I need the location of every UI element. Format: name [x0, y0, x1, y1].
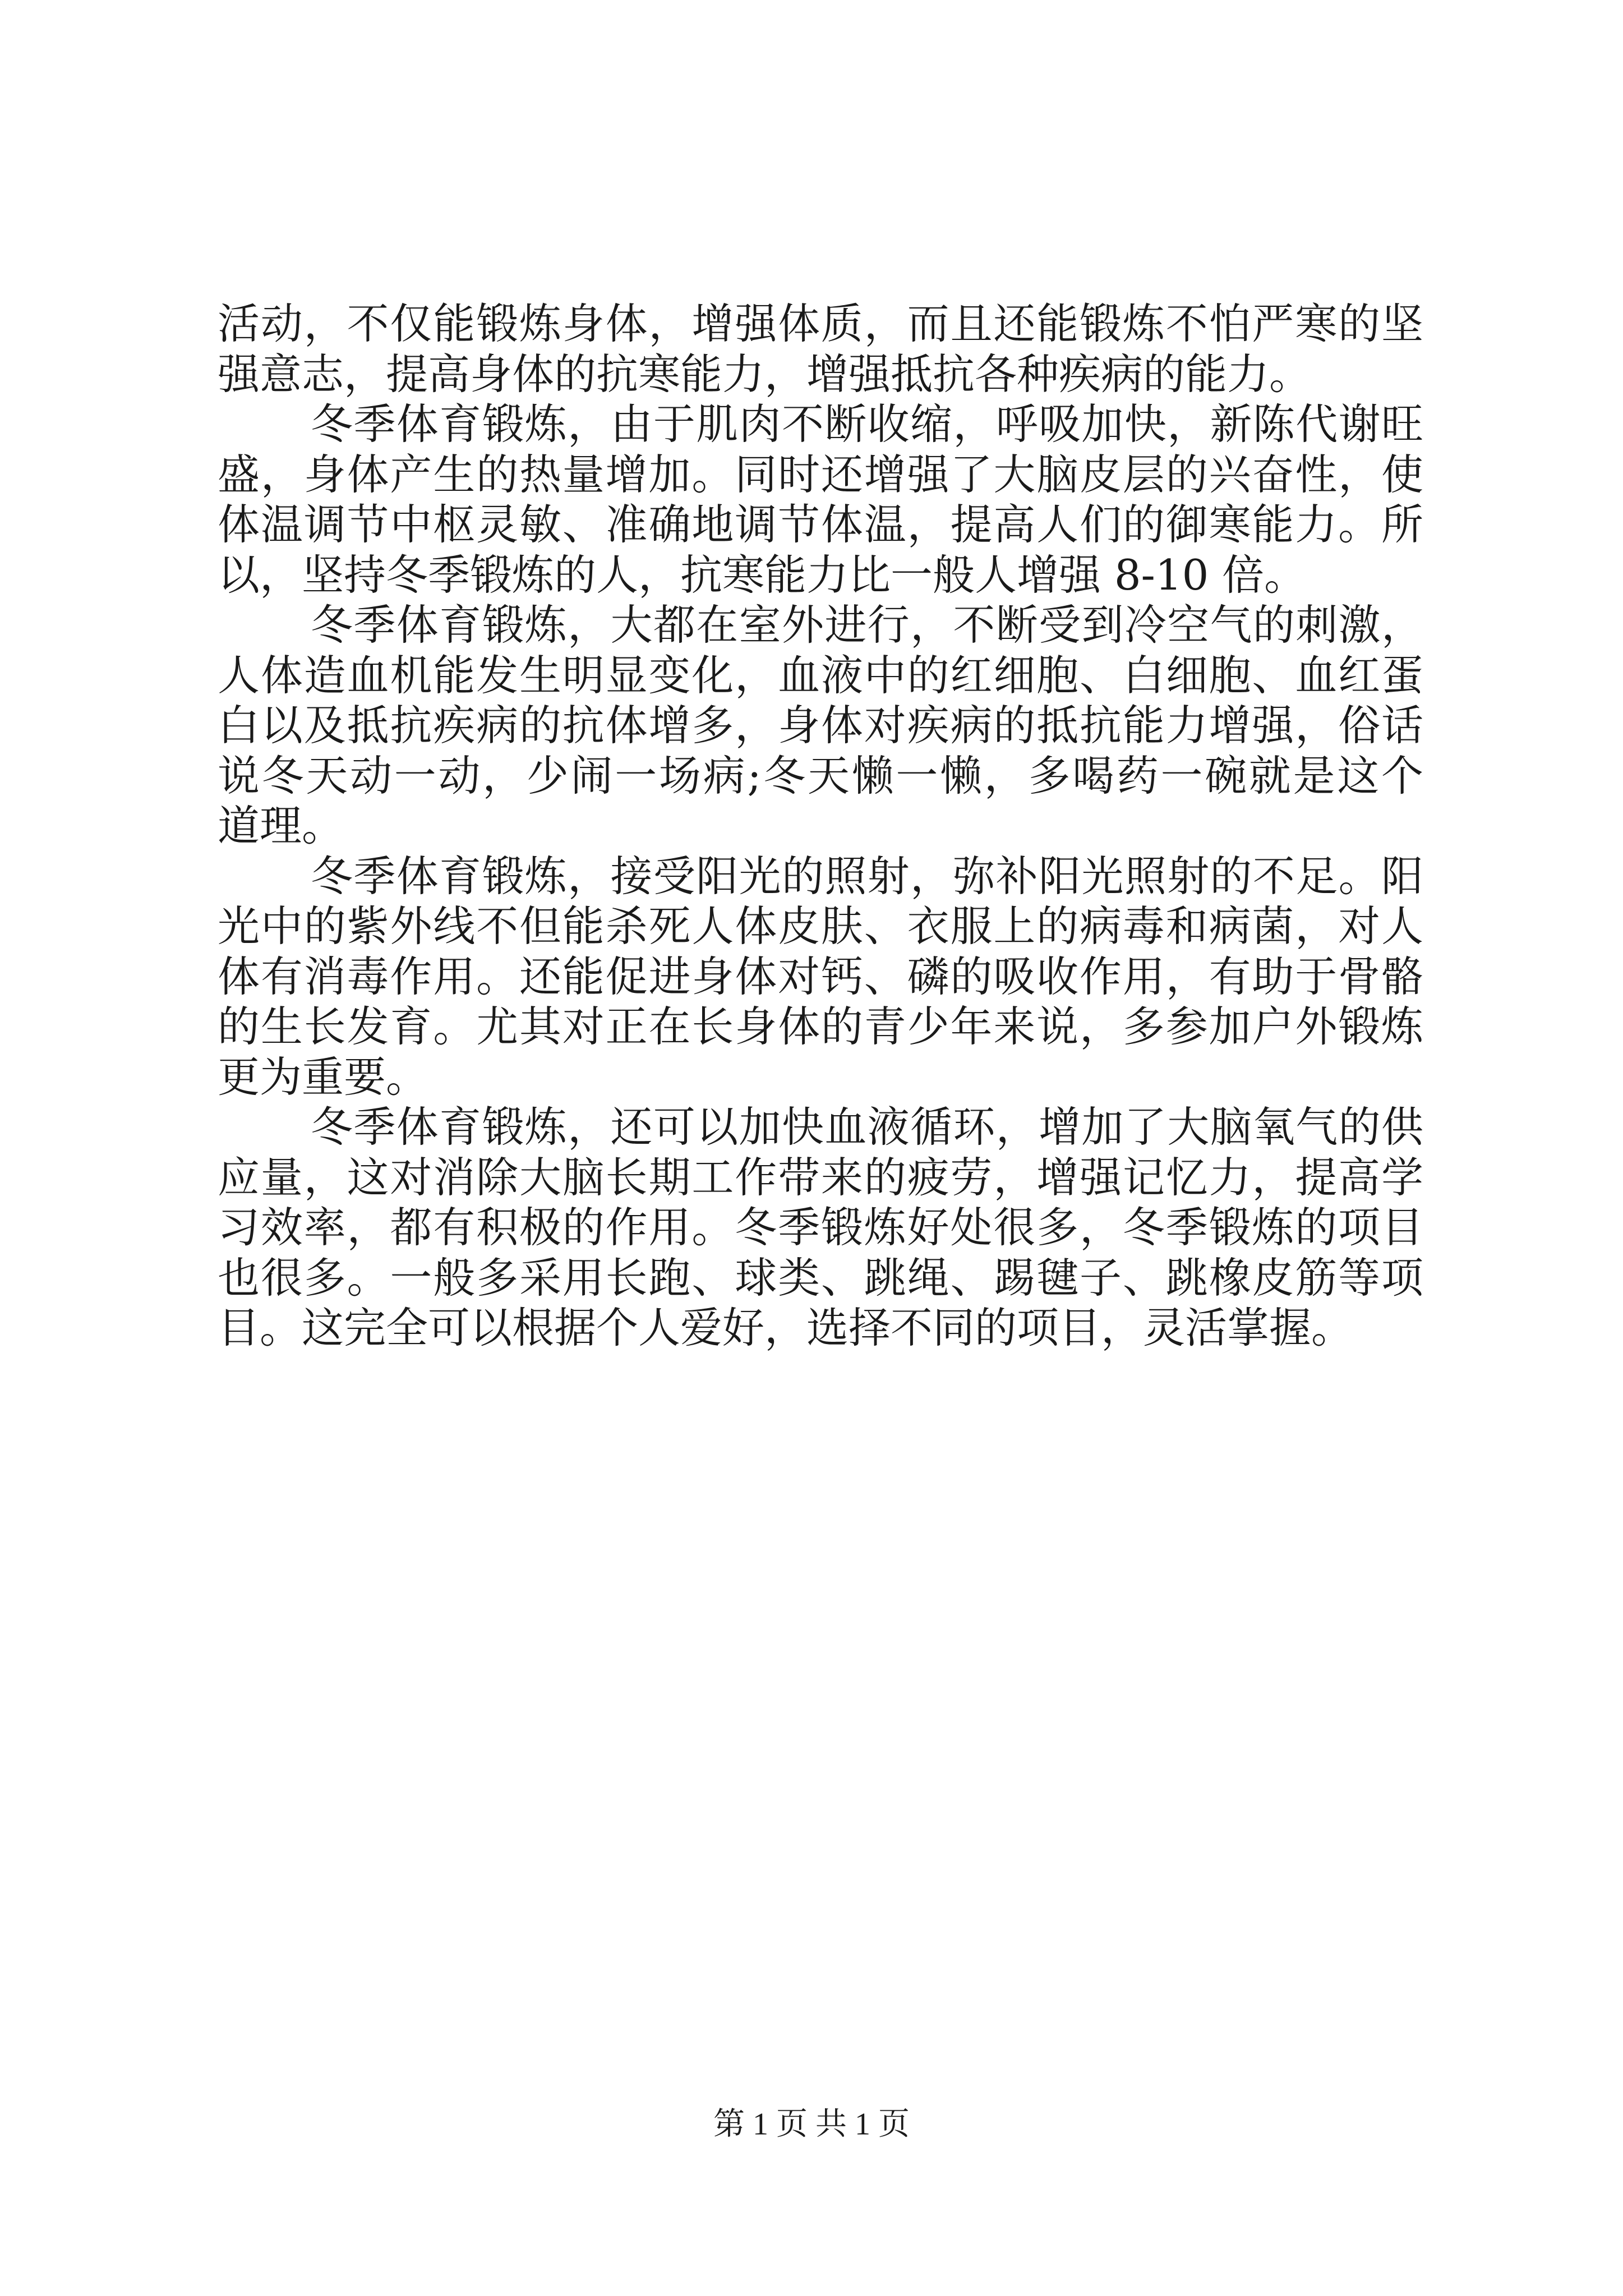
text-line: 冬季体育锻炼，由于肌肉不断收缩，呼吸加快，新陈代谢旺: [311, 399, 1423, 449]
text-line: 冬季体育锻炼，还可以加快血液循环，增加了大脑氧气的供: [311, 1102, 1423, 1152]
page-footer: 第 1 页 共 1 页: [713, 2107, 910, 2142]
text-line: 习效率，都有积极的作用。冬季锻炼好处很多，冬季锻炼的项目: [218, 1203, 1423, 1252]
document-body: [218, 299, 1423, 1354]
text-line: 白以及抵抗疾病的抗体增多，身体对疾病的抵抗能力增强，俗话: [218, 701, 1423, 750]
text-line: 应量，这对消除大脑长期工作带来的疲劳，增强记忆力，提高学: [218, 1152, 1423, 1202]
paragraph-3: [218, 600, 1423, 852]
text-line: 冬季体育锻炼，大都在室外进行，不断受到冷空气的刺激，: [311, 600, 1423, 650]
paragraph-1: [218, 299, 1423, 399]
paragraph-5: [218, 1102, 1423, 1354]
text-line: 道理。: [218, 801, 344, 850]
text-line: 的生长发育。尤其对正在长身体的青少年来说，多参加户外锻炼: [218, 1002, 1423, 1051]
text-line: 强意志，提高身体的抗寒能力，增强抵抗各种疾病的能力。: [218, 349, 1312, 399]
text-line: 冬季体育锻炼，接受阳光的照射，弥补阳光照射的不足。阳: [311, 851, 1423, 901]
text-line: 更为重要。: [218, 1052, 428, 1102]
text-line: 光中的紫外线不但能杀死人体皮肤、衣服上的病毒和病菌，对人: [218, 901, 1423, 951]
text-line: 以，坚持冬季锻炼的人，抗寒能力比一般人增强 8-10 倍。: [218, 550, 1307, 600]
text-line: 活动，不仅能锻炼身体，增强体质，而且还能锻炼不怕严寒的坚: [218, 299, 1423, 348]
paragraph-4: [218, 852, 1423, 1103]
text-line: 体温调节中枢灵敏、准确地调节体温，提高人们的御寒能力。所: [218, 500, 1423, 549]
text-line: 说冬天动一动，少闹一场病;冬天懒一懒，多喝药一碗就是这个: [218, 751, 1423, 800]
text-line: 也很多。一般多采用长跑、球类、跳绳、踢毽子、跳橡皮筋等项: [218, 1253, 1423, 1303]
text-line: 体有消毒作用。还能促进身体对钙、磷的吸收作用，有助于骨骼: [218, 951, 1423, 1001]
text-line: 人体造血机能发生明显变化，血液中的红细胞、白细胞、血红蛋: [218, 650, 1423, 700]
text-line: 盛，身体产生的热量增加。同时还增强了大脑皮层的兴奋性，使: [218, 449, 1423, 499]
text-line: 目。这完全可以根据个人爱好，选择不同的项目，灵活掌握。: [218, 1303, 1354, 1352]
paragraph-2: [218, 399, 1423, 600]
